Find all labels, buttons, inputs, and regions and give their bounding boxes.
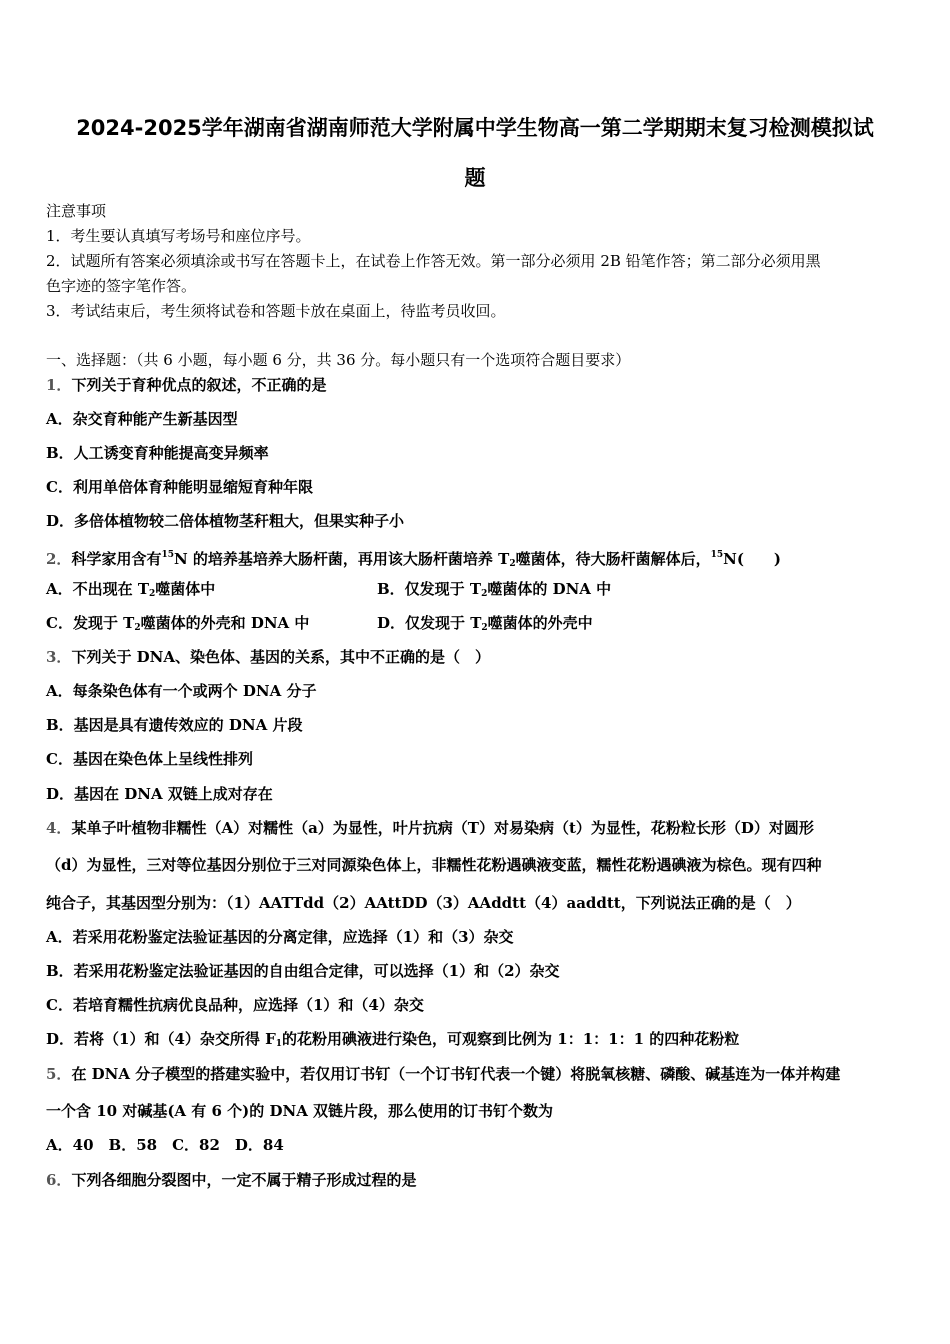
notice-item-3: 3．考试结束后，考生须将试卷和答题卡放在桌面上，待监考员收回。 [46,302,506,320]
q1-option-d: D．多倍体植物较二倍体植物茎秆粗大，但果实种子小 [46,512,405,530]
q1-option-b: B．人工诱变育种能提高变异频率 [46,444,269,462]
q4-option-a: A．若采用花粉鉴定法验证基因的分离定律，应选择（1）和（3）杂交 [46,928,514,946]
notice-item-2-cont: 色字迹的签字笔作答。 [46,277,197,295]
question-1 [46,375,326,395]
question-number: 3． [46,648,72,666]
notice-item-1: 1．考生要认真填写考场号和座位序号。 [46,227,311,245]
q4-option-b: B．若采用花粉鉴定法验证基因的自由组合定律，可以选择（1）和（2）杂交 [46,962,560,980]
question-number: 2． [46,550,72,568]
question-4-cont: 纯合子，其基因型分别为：（1）AATTdd（2）AAttDD（3）AAddtt（4）aaddtt，下列说法正确的是（ ） [46,894,801,912]
notice-heading: 注意事项 [46,202,107,220]
question-stem: 某单子叶植物非糯性（A）对糯性（a）为显性，叶片抗病（T）对易染病（t）为显性，花粉粒长形（D）对圆形 [71,819,814,837]
q3-option-b: B．基因是具有遗传效应的 DNA 片段 [46,716,303,734]
question-2: 2．科学家用含有$^{15}$N 的培养基培养大肠杆菌，再用该大肠杆菌培养 $T_2$噬菌体，待大肠杆菌解体后，$^{15}$N( ) [46,550,782,569]
question-stem: 下列各细胞分裂图中，一定不属于精子形成过程的是 [71,1171,417,1189]
q5-options: A．40 B．58 C．82 D．84 [46,1136,284,1154]
question-5-cont: 一个含 10 对碱基(A 有 6 个)的 DNA 双链片段，那么使用的订书钉个数为 [46,1102,554,1120]
notice-item-2: 2．试题所有答案必须填涂或书写在答题卡上，在试卷上作答无效。第一部分必须用 2B 铅笔作答；第二部分必须用黑 [46,252,821,270]
q4-option-c: C．若培育糯性抗病优良品种，应选择（1）和（4）杂交 [46,996,424,1014]
question-4-cont: （d）为显性，三对等位基因分别位于三对同源染色体上，非糯性花粉遇碘液变蓝，糯性花粉遇碘液为棕色。现有四种 [46,856,822,874]
page-title: 2024-2025学年湖南省湖南师范大学附属中学生物高一第二学期期末复习检测模拟试 [76,116,874,140]
question-number: 6． [46,1171,72,1189]
question-stem: 下列关于育种优点的叙述，不正确的是 [71,376,327,394]
q3-option-c: C．基因在染色体上呈线性排列 [46,750,253,768]
question-3 [46,647,490,667]
q2-option-d: D．仅发现于 $T_2$噬菌体的外壳中 [377,614,593,633]
q3-option-a: A．每条染色体有一个或两个 DNA 分子 [46,682,317,700]
q2-option-a: A．不出现在 $T_2$噬菌体中 [46,580,216,599]
question-6 [46,1170,416,1190]
question-number: 5． [46,1065,72,1083]
question-stem: 在 DNA 分子模型的搭建实验中，若仅用订书钉（一个订书钉代表一个键）将脱氧核糖、磷酸、碱基连为一体并构建 [71,1065,841,1083]
question-5 [46,1064,840,1084]
question-stem: 下列关于 DNA、染色体、基因的关系，其中不正确的是（ ） [71,648,491,666]
question-number: 1． [46,376,72,394]
q3-option-d: D．基因在 DNA 双链上成对存在 [46,785,273,803]
q1-option-c: C．利用单倍体育种能明显缩短育种年限 [46,478,313,496]
section-heading: 一、选择题：（共 6 小题，每小题 6 分，共 36 分。每小题只有一个选项符合题目要求） [46,351,631,369]
page-title-cont: 题 [464,166,486,190]
question-number: 4． [46,819,72,837]
q2-option-c: C．发现于 $T_2$噬菌体的外壳和 DNA 中 [46,614,310,633]
question-4 [46,818,814,838]
q2-option-b: B．仅发现于 $T_2$噬菌体的 DNA 中 [377,580,612,599]
q4-option-d: D．若将（1）和（4）杂交所得 $F_1$的花粉用碘液进行染色，可观察到比例为 1：1：1：1 的四种花粉粒 [46,1030,740,1049]
q1-option-a: A．杂交育种能产生新基因型 [46,410,238,428]
